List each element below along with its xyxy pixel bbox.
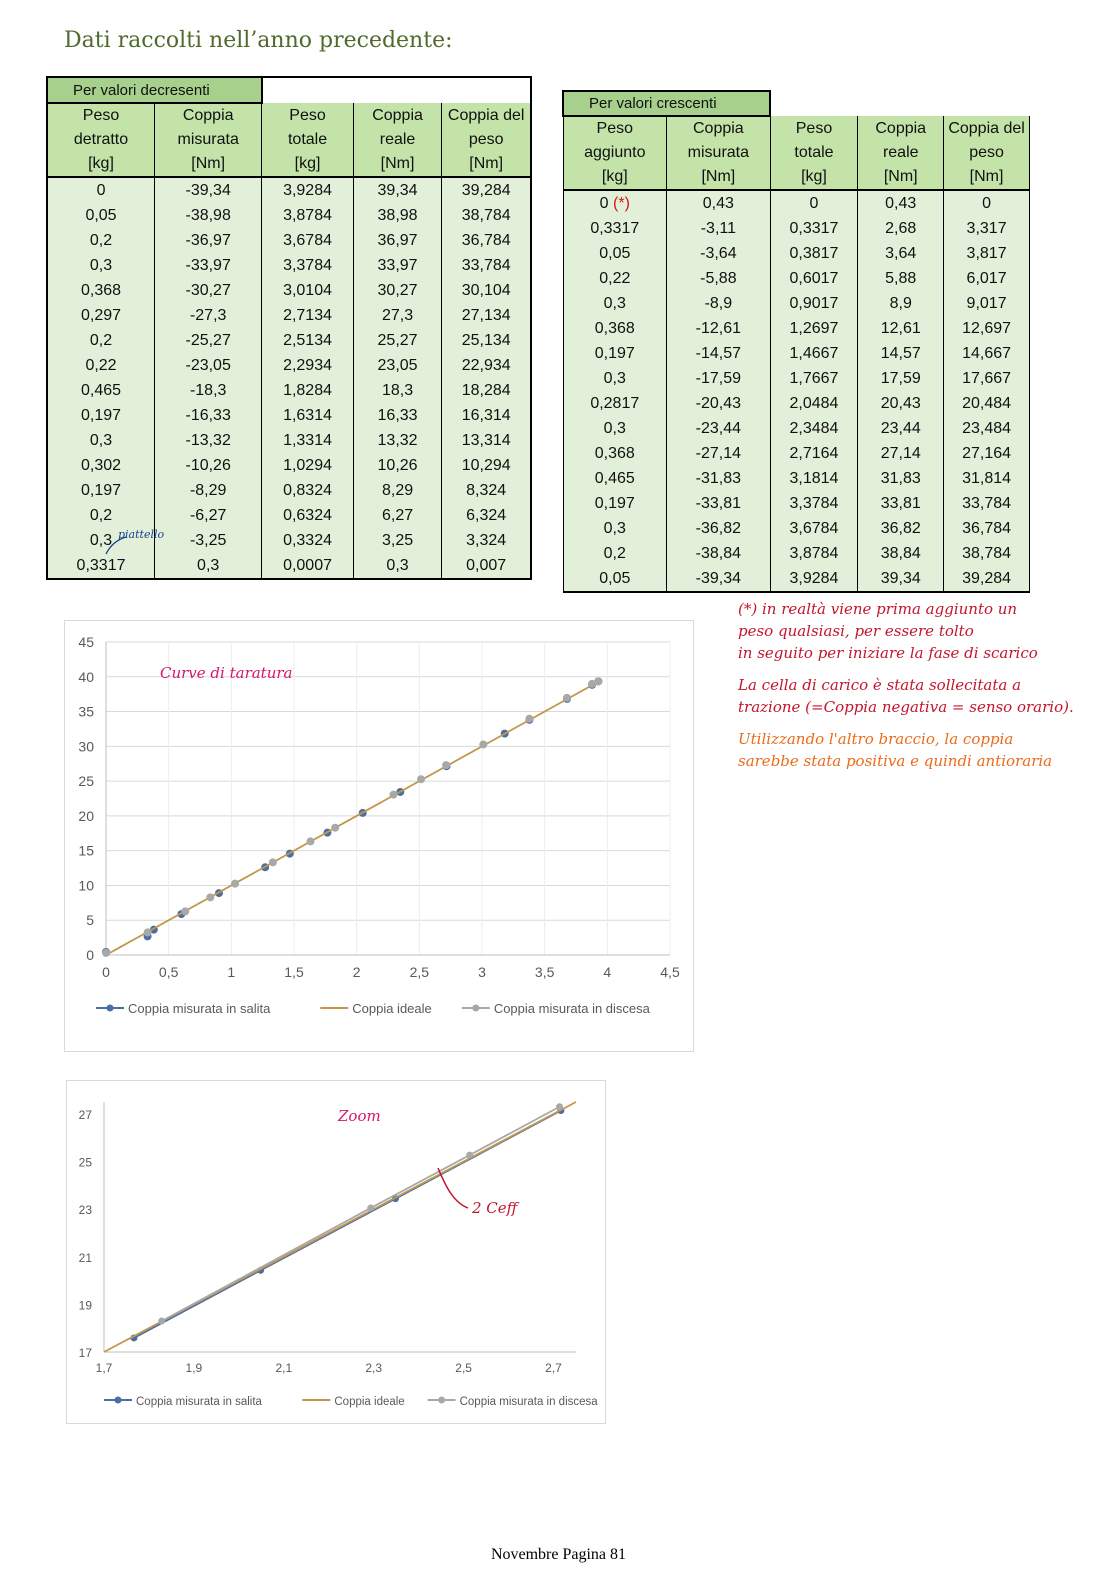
x-tick-label: 2,7 (545, 1361, 562, 1375)
table-cell: 0,3317 (47, 553, 155, 579)
table-cell: 33,81 (858, 491, 944, 516)
table-cell: 38,84 (858, 541, 944, 566)
table-cell: 0,3 (47, 528, 155, 553)
x-tick-label: 2,5 (455, 1361, 472, 1375)
table-cell: -27,3 (155, 303, 262, 328)
table-cell: -14,57 (667, 341, 771, 366)
table-row (563, 491, 1030, 516)
table-cell: 1,2697 (770, 316, 858, 341)
table-cell: 8,9 (858, 291, 944, 316)
table-cell: 1,7667 (770, 366, 858, 391)
table-row (47, 303, 531, 328)
data-point (306, 837, 314, 845)
x-tick-label: 4,5 (660, 964, 680, 980)
table-cell: 1,0294 (262, 453, 353, 478)
table-cell: 3,8784 (770, 541, 858, 566)
table-cell: -17,59 (667, 366, 771, 391)
column-header: Coppia misurata [Nm] (667, 116, 771, 190)
legend-label: Coppia misurata in discesa (493, 1001, 650, 1016)
calibration-chart (64, 620, 694, 1052)
table-cell: 0,3 (563, 366, 667, 391)
table-cell: 0,3 (353, 553, 442, 579)
table-cell: 0,2 (47, 503, 155, 528)
table-cell: 0,6324 (262, 503, 353, 528)
table-row (563, 291, 1030, 316)
table-cell: 10,26 (353, 453, 442, 478)
annotation-label: 2 Ceff (472, 1199, 518, 1217)
table-cell: -13,32 (155, 428, 262, 453)
table-cell: -16,33 (155, 403, 262, 428)
y-tick-label: 21 (78, 1250, 92, 1265)
y-tick-label: 19 (78, 1298, 92, 1313)
table-cell: 3,9284 (770, 566, 858, 592)
table-cell: 0 (47, 177, 155, 203)
table-cell: 1,3314 (262, 428, 353, 453)
table-row (563, 416, 1030, 441)
table-cell: 0,197 (563, 341, 667, 366)
table-cell: -5,88 (667, 266, 771, 291)
table-cell: 27,164 (944, 441, 1030, 466)
legend-label: Coppia misurata in salita (128, 1001, 271, 1016)
data-point (269, 858, 277, 866)
table-cell: 0,3317 (770, 216, 858, 241)
table-row (563, 391, 1030, 416)
table-cell: -31,83 (667, 466, 771, 491)
y-tick-label: 0 (86, 947, 94, 963)
data-point (525, 715, 533, 723)
data-point (102, 949, 110, 957)
x-tick-label: 1,9 (185, 1361, 203, 1375)
table-row (47, 478, 531, 503)
table-cell: 18,284 (442, 378, 531, 403)
table-cell: -33,97 (155, 253, 262, 278)
table-cell: -23,05 (155, 353, 262, 378)
note-line: La cella di carico è stata sollecitata a (738, 676, 1022, 694)
table-cell: 1,8284 (262, 378, 353, 403)
table-cell: 3,64 (858, 241, 944, 266)
table-row (563, 190, 1030, 216)
data-point (556, 1103, 563, 1110)
table-cell: 2,68 (858, 216, 944, 241)
table-cell: 3,3784 (262, 253, 353, 278)
table-cell: 36,784 (944, 516, 1030, 541)
column-header: Peso totale [kg] (262, 103, 353, 177)
x-tick-label: 2,1 (275, 1361, 293, 1375)
table-cell: 0,9017 (770, 291, 858, 316)
x-tick-label: 1,5 (284, 964, 304, 980)
table-row (563, 341, 1030, 366)
data-point (331, 824, 339, 832)
legend-label: Coppia ideale (334, 1396, 405, 1408)
table-cell: 36,784 (442, 228, 531, 253)
table-cell: 31,814 (944, 466, 1030, 491)
table-cell: 25,27 (353, 328, 442, 353)
data-point (479, 740, 487, 748)
table-cell: 33,784 (944, 491, 1030, 516)
table-row (47, 428, 531, 453)
y-tick-label: 17 (78, 1346, 92, 1360)
table-cell: 0 (944, 190, 1030, 216)
y-tick-label: 23 (78, 1203, 92, 1218)
data-point (367, 1204, 374, 1211)
page-footer: Novembre Pagina 81 (490, 1546, 627, 1563)
data-point (206, 893, 214, 901)
note-line: Utilizzando l'altro braccio, la coppia (738, 730, 1014, 748)
note-line: peso qualsiasi, per essere tolto (738, 622, 974, 640)
table-cell: 0,3 (563, 291, 667, 316)
column-header: Peso totale [kg] (770, 116, 858, 190)
table-cell: -3,25 (155, 528, 262, 553)
x-tick-label: 2,5 (409, 964, 430, 980)
table-cell: 14,57 (858, 341, 944, 366)
column-header: Coppia del peso [Nm] (442, 103, 531, 177)
y-tick-label: 25 (78, 1155, 92, 1170)
table-cell: 3,6784 (770, 516, 858, 541)
table-cell: 38,784 (442, 203, 531, 228)
x-tick-label: 3,5 (534, 964, 555, 980)
table-cell: 3,8784 (262, 203, 353, 228)
table-row (563, 316, 1030, 341)
table-cell: 3,3784 (770, 491, 858, 516)
table-cell: -8,29 (155, 478, 262, 503)
legend-marker (438, 1397, 445, 1404)
x-tick-label: 3 (478, 964, 486, 980)
y-tick-label: 10 (78, 877, 94, 894)
table-cell: -12,61 (667, 316, 771, 341)
table-cell: 39,284 (944, 566, 1030, 592)
x-tick-label: 0,5 (158, 964, 179, 980)
table-cell: 0,2817 (563, 391, 667, 416)
table-cell: 0,3 (563, 416, 667, 441)
table-row (563, 241, 1030, 266)
table-cell: 2,7164 (770, 441, 858, 466)
table-cell: 3,317 (944, 216, 1030, 241)
table-cell: -18,3 (155, 378, 262, 403)
note-line: trazione (=Coppia negativa = senso orario). (738, 698, 1074, 716)
table-cell: 0,05 (563, 566, 667, 592)
x-tick-label: 0 (102, 964, 110, 980)
table-cell: 0,465 (563, 466, 667, 491)
table-cell: 36,97 (353, 228, 442, 253)
table-cell: 23,05 (353, 353, 442, 378)
table-row (47, 228, 531, 253)
table-cell: 0,3 (155, 553, 262, 579)
table-row (47, 378, 531, 403)
asterisk-note-marker: (*) (608, 194, 630, 212)
table-cell: 3,25 (353, 528, 442, 553)
table-cell: -27,14 (667, 441, 771, 466)
table-cell: 31,83 (858, 466, 944, 491)
column-header: Coppia del peso [Nm] (944, 116, 1030, 190)
table-cell: 0,2 (47, 228, 155, 253)
table-cell: -33,81 (667, 491, 771, 516)
table-caption: Per valori decresenti (47, 77, 262, 103)
table-cell: -36,82 (667, 516, 771, 541)
table-decrescenti (46, 76, 532, 580)
table-cell: 2,3484 (770, 416, 858, 441)
data-point (158, 1318, 165, 1325)
table-cell: -25,27 (155, 328, 262, 353)
table-cell: 10,294 (442, 453, 531, 478)
table-cell: 0,22 (47, 353, 155, 378)
table-cell: 0,2 (563, 541, 667, 566)
table-cell: 2,0484 (770, 391, 858, 416)
legend-marker (115, 1397, 122, 1404)
table-cell: 27,3 (353, 303, 442, 328)
x-tick-label: 1,7 (95, 1361, 113, 1375)
data-point (442, 761, 450, 769)
table-cell: 25,134 (442, 328, 531, 353)
table-cell: 0,3 (563, 516, 667, 541)
data-point (181, 907, 189, 915)
table-row (563, 266, 1030, 291)
table-cell: 0,6017 (770, 266, 858, 291)
data-point (417, 775, 425, 783)
column-header: Coppia misurata [Nm] (155, 103, 262, 177)
piattello-note: piattello (118, 528, 165, 541)
table-cell: 30,27 (353, 278, 442, 303)
table-row (563, 566, 1030, 592)
table-cell: -30,27 (155, 278, 262, 303)
table-row (47, 503, 531, 528)
table-cell: 20,43 (858, 391, 944, 416)
column-header: Peso aggiunto [kg] (563, 116, 667, 190)
table-cell: 3,6784 (262, 228, 353, 253)
data-point (389, 791, 397, 799)
table-cell: 9,017 (944, 291, 1030, 316)
table-cell: 0,0007 (262, 553, 353, 579)
table-cell: 3,0104 (262, 278, 353, 303)
x-tick-label: 2,3 (365, 1361, 383, 1375)
column-header: Peso detratto [kg] (47, 103, 155, 177)
table-cell: 0,197 (563, 491, 667, 516)
table-cell: 0 (*) (563, 190, 667, 216)
table-cell: 27,134 (442, 303, 531, 328)
table-cell: 13,32 (353, 428, 442, 453)
table-cell: 39,284 (442, 177, 531, 203)
chart-frame (67, 1081, 606, 1424)
table-row (563, 516, 1030, 541)
table-cell: 0,43 (667, 190, 771, 216)
table-cell: 16,33 (353, 403, 442, 428)
y-tick-label: 45 (78, 634, 94, 650)
legend-marker (472, 1005, 479, 1012)
legend-label: Coppia ideale (352, 1001, 432, 1016)
table-caption: Per valori crescenti (563, 91, 770, 116)
legend-label: Coppia misurata in salita (136, 1396, 262, 1408)
table-cell: 6,324 (442, 503, 531, 528)
table-cell: -39,34 (155, 177, 262, 203)
table-cell: 3,9284 (262, 177, 353, 203)
table-cell: 2,7134 (262, 303, 353, 328)
table-cell: 0,2 (47, 328, 155, 353)
table-cell: 20,484 (944, 391, 1030, 416)
table-cell: 33,784 (442, 253, 531, 278)
table-row (47, 203, 531, 228)
column-header: Coppia reale [Nm] (353, 103, 442, 177)
table-cell: 22,934 (442, 353, 531, 378)
table-cell: 38,98 (353, 203, 442, 228)
table-cell: 0,197 (47, 403, 155, 428)
table-row (47, 177, 531, 203)
zoom-chart (66, 1080, 606, 1424)
table-cell: 0,302 (47, 453, 155, 478)
data-point (144, 928, 152, 936)
table-cell: 0,297 (47, 303, 155, 328)
table-cell: 0,3 (47, 253, 155, 278)
table-row (47, 253, 531, 278)
note-line: in seguito per iniziare la fase di scarico (738, 644, 1038, 662)
table-cell: 0,8324 (262, 478, 353, 503)
table-cell: 13,314 (442, 428, 531, 453)
y-tick-label: 20 (78, 807, 94, 824)
legend-label: Coppia misurata in discesa (459, 1396, 598, 1408)
table-cell: 0,05 (563, 241, 667, 266)
table-cell: 5,88 (858, 266, 944, 291)
table-cell: 3,1814 (770, 466, 858, 491)
y-tick-label: 40 (78, 668, 94, 685)
table-row (47, 328, 531, 353)
table-cell: 0,368 (563, 441, 667, 466)
x-tick-label: 1 (227, 964, 236, 980)
chart-title: Curve di taratura (160, 664, 293, 682)
table-cell: -39,34 (667, 566, 771, 592)
table-cell: 0,43 (858, 190, 944, 216)
legend-marker (107, 1005, 114, 1012)
table-cell: 23,484 (944, 416, 1030, 441)
table-cell: -20,43 (667, 391, 771, 416)
table-row (563, 441, 1030, 466)
table-cell: 38,784 (944, 541, 1030, 566)
table-row (563, 466, 1030, 491)
table-cell: 23,44 (858, 416, 944, 441)
table-cell: 0,3 (47, 428, 155, 453)
table-row (47, 353, 531, 378)
y-tick-label: 27 (78, 1107, 92, 1122)
y-tick-label: 15 (78, 842, 94, 859)
table-cell: 14,667 (944, 341, 1030, 366)
table-cell: 0,3817 (770, 241, 858, 266)
note-line: (*) in realtà viene prima aggiunto un (738, 600, 1018, 618)
table-cell: -38,98 (155, 203, 262, 228)
table-cell: 0 (770, 190, 858, 216)
table-cell: 17,59 (858, 366, 944, 391)
table-cell: 6,27 (353, 503, 442, 528)
table-row (47, 278, 531, 303)
table-cell: 8,29 (353, 478, 442, 503)
x-tick-label: 4 (603, 964, 612, 980)
table-row (47, 403, 531, 428)
table-cell: 0,368 (47, 278, 155, 303)
table-cell: -36,97 (155, 228, 262, 253)
note-line: sarebbe stata positiva e quindi antioraria (738, 752, 1053, 770)
table-cell: 0,465 (47, 378, 155, 403)
table-cell: 3,817 (944, 241, 1030, 266)
table-row (47, 553, 531, 579)
table-row (563, 541, 1030, 566)
table-cell: 0,3324 (262, 528, 353, 553)
y-tick-label: 25 (78, 773, 94, 790)
table-cell: 27,14 (858, 441, 944, 466)
y-tick-label: 30 (78, 738, 94, 755)
table-row (563, 366, 1030, 391)
table-row (47, 453, 531, 478)
table-cell: 12,61 (858, 316, 944, 341)
piattello-arrow (104, 534, 130, 556)
table-cell: 2,5134 (262, 328, 353, 353)
table-cell: 0,368 (563, 316, 667, 341)
table-cell: 30,104 (442, 278, 531, 303)
table-cell: 1,4667 (770, 341, 858, 366)
table-cell: 18,3 (353, 378, 442, 403)
table-row (563, 216, 1030, 241)
table-cell: -8,9 (667, 291, 771, 316)
table-cell: 12,697 (944, 316, 1030, 341)
table-cell: -10,26 (155, 453, 262, 478)
table-cell: -6,27 (155, 503, 262, 528)
table-cell: 33,97 (353, 253, 442, 278)
table-cell: 39,34 (858, 566, 944, 592)
table-cell: 3,324 (442, 528, 531, 553)
table-cell: 0,007 (442, 553, 531, 579)
table-crescenti (562, 90, 1030, 593)
table-cell: -23,44 (667, 416, 771, 441)
y-tick-label: 35 (78, 703, 94, 720)
x-tick-label: 2 (352, 964, 361, 980)
table-cell: 8,324 (442, 478, 531, 503)
table-cell: 6,017 (944, 266, 1030, 291)
table-cell: 16,314 (442, 403, 531, 428)
y-tick-label: 5 (86, 912, 94, 929)
table-cell: 36,82 (858, 516, 944, 541)
data-point (588, 680, 596, 688)
page-heading: Dati raccolti nell’anno precedente: (64, 28, 453, 53)
table-cell: 0,05 (47, 203, 155, 228)
table-cell: 2,2934 (262, 353, 353, 378)
data-point (231, 880, 239, 888)
data-point (466, 1152, 473, 1159)
table-cell: 39,34 (353, 177, 442, 203)
table-cell: 0,3317 (563, 216, 667, 241)
table-cell: 0,197 (47, 478, 155, 503)
table-cell: -38,84 (667, 541, 771, 566)
column-header: Coppia reale [Nm] (858, 116, 944, 190)
chart-title: Zoom (338, 1107, 381, 1125)
table-cell: 0,22 (563, 266, 667, 291)
data-point (563, 694, 571, 702)
table-cell: -3,11 (667, 216, 771, 241)
table-cell: 17,667 (944, 366, 1030, 391)
table-cell: -3,64 (667, 241, 771, 266)
table-cell: 1,6314 (262, 403, 353, 428)
handwritten-notes (738, 598, 1108, 772)
